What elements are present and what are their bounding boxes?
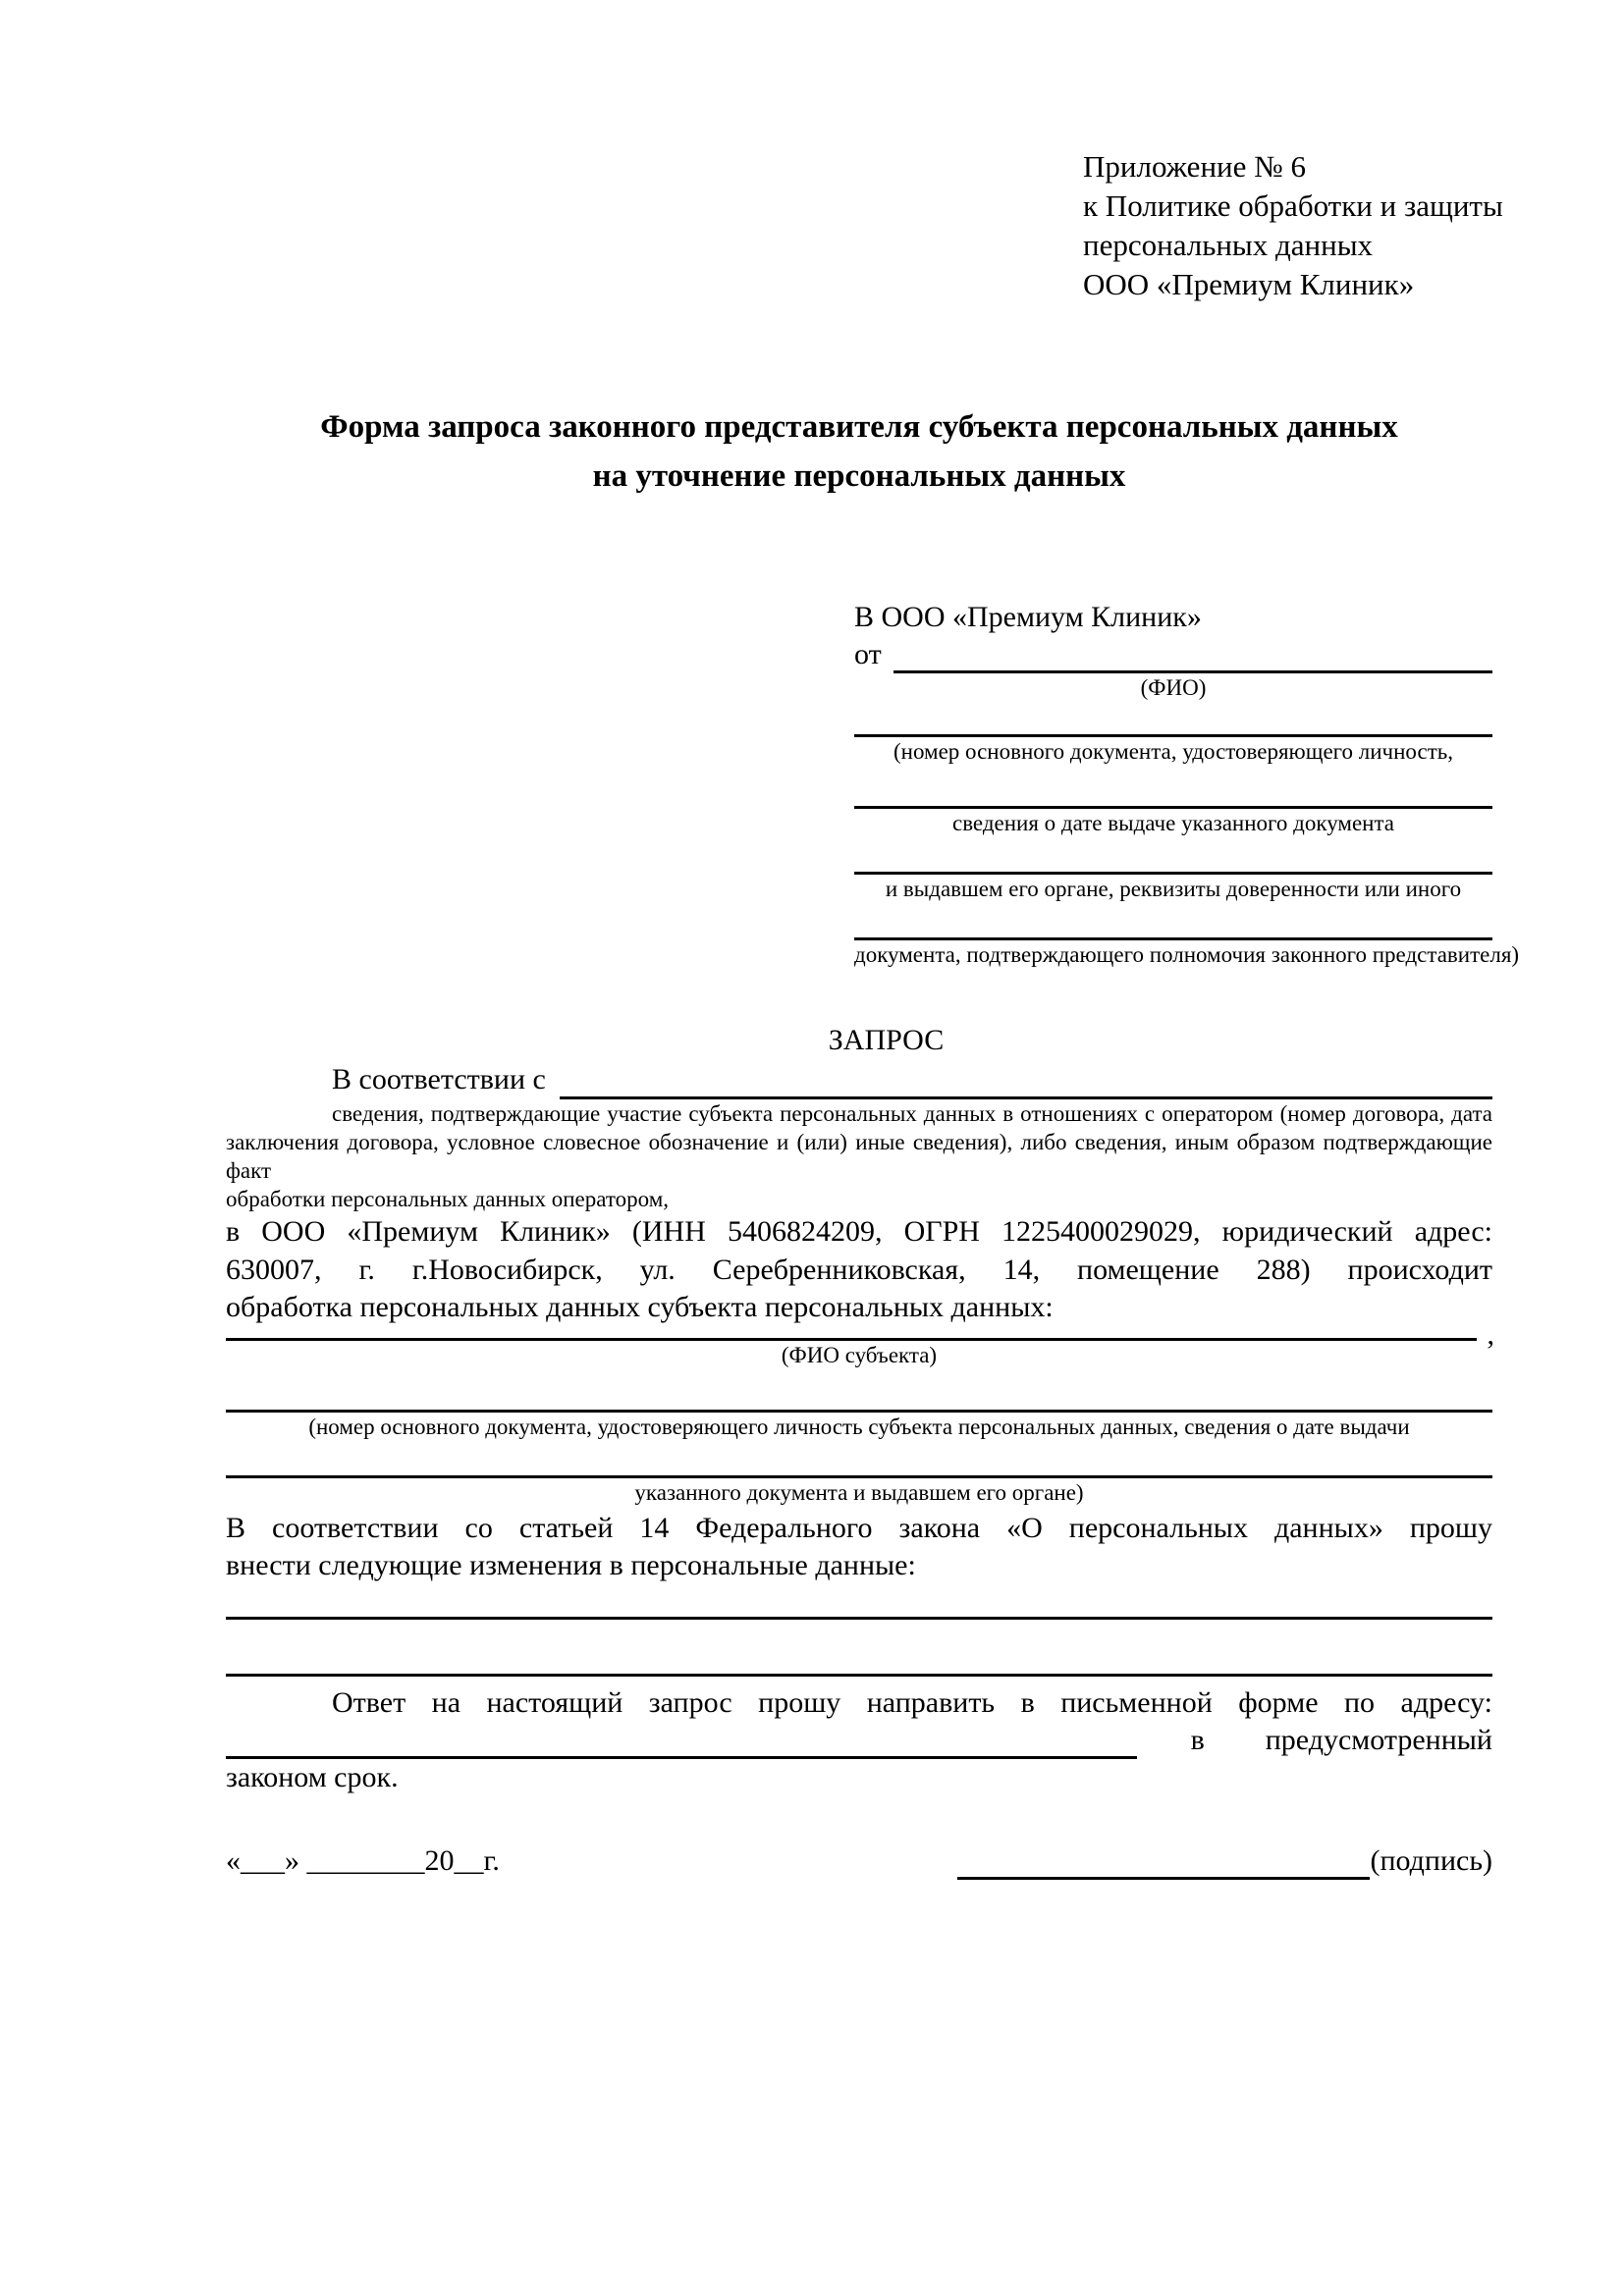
signature-fill-line (957, 1877, 1370, 1880)
document-title-line-2: на уточнение персональных данных (592, 458, 1126, 494)
addressee-to: В ООО «Премиум Клиник» (854, 601, 1202, 633)
appendix-header-line: Приложение № 6 (1083, 149, 1306, 184)
addressee-from-row (854, 636, 1492, 673)
document-title-line-1: Форма запроса законного представителя субъекта персональных данных (320, 409, 1398, 445)
signature-caption: (подпись) (1370, 1843, 1492, 1877)
signature-group (957, 1842, 1492, 1880)
basis-note-line-1: сведения, подтверждающие участие субъекта персональных данных в отношениях с оператором (номер договора, дата (332, 1101, 1492, 1126)
reply-paragraph (226, 1684, 1492, 1797)
subject-fio-fill-line (226, 1338, 1477, 1341)
subject-doc-caption-1: (номер основного документа, удостоверяющего личность субъекта персональных данных, сведения о дате выдачи (308, 1414, 1410, 1439)
operator-paragraph-line-3: обработка персональных данных субъекта персональных данных: (226, 1291, 1054, 1323)
operator-paragraph (226, 1213, 1492, 1327)
doc-issue-date-caption: сведения о дате выдаче указанного документа (951, 811, 1395, 835)
doc-number-fill-line (854, 703, 1492, 737)
appendix-header-line: ООО «Премиум Клиник» (1083, 267, 1415, 301)
doc-authority-caption: и выдавшем его органе, реквизиты доверенности или иного (885, 877, 1462, 901)
trailing-comma: , (1487, 1317, 1494, 1351)
subject-doc-fill-line-1 (226, 1370, 1492, 1413)
reply-word-in: в (1190, 1724, 1205, 1756)
operator-paragraph-line-2: 630007, г. г.Новосибирск, ул. Серебренниковская, 14, помещение 288) происходит (226, 1253, 1492, 1286)
reply-line-3: законом срок. (226, 1761, 399, 1793)
changes-fill-line-1 (226, 1585, 1492, 1620)
addressee-block (854, 599, 1520, 970)
from-label: от (854, 638, 882, 670)
law-paragraph (226, 1510, 1492, 1585)
appendix-header-line: к Политике обработки и защиты (1083, 188, 1503, 223)
basis-note-line-3: обработки персональных данных оператором, (226, 1187, 669, 1211)
basis-note (226, 1099, 1492, 1213)
accordance-label: В соответствии с (332, 1063, 546, 1095)
accordance-row (226, 1060, 1492, 1099)
subject-doc-caption-2: указанного документа и выдавшем его органе) (634, 1479, 1084, 1505)
doc-authority-fill-line (854, 838, 1492, 875)
appendix-header (1083, 147, 1503, 304)
doc-number-caption: (номер основного документа, удостоверяющего личность, (893, 739, 1453, 764)
subject-doc-fill-line-2 (226, 1442, 1492, 1478)
signature-row (226, 1842, 1492, 1880)
page-content (0, 147, 1624, 1880)
subject-fio-caption: (ФИО субъекта) (781, 1342, 938, 1367)
reply-address-row (226, 1722, 1492, 1759)
fio-caption: (ФИО) (1140, 675, 1207, 700)
doc-powers-fill-line (854, 904, 1492, 940)
operator-paragraph-line-1: в ООО «Премиум Клиник» (ИНН 5406824209, ОГРН 1225400029029, юридический адрес: (226, 1215, 1492, 1248)
changes-fill-line-2 (226, 1620, 1492, 1677)
doc-issue-date-fill-line (854, 767, 1492, 809)
reply-line-1: Ответ на настоящий запрос прошу направить в письменной форме по адресу: (332, 1685, 1492, 1719)
doc-powers-caption: документа, подтверждающего полномочия законного представителя) (854, 942, 1520, 967)
request-heading: ЗАПРОС (828, 1024, 945, 1056)
subject-fio-row (226, 1317, 1494, 1351)
reply-word-prescribed: предусмотренный (1265, 1724, 1492, 1756)
date-line: «___» ________20__г. (226, 1843, 500, 1877)
document-title (226, 402, 1492, 501)
law-paragraph-line-2: внести следующие изменения в персональные данные: (226, 1549, 916, 1581)
basis-note-line-2: заключения договора, условное словесное обозначение и (или) иные сведения), либо сведения, иным образом подтверждающие факт (226, 1130, 1492, 1183)
appendix-header-line: персональных данных (1083, 228, 1374, 262)
law-paragraph-line-1: В соответствии со статьей 14 Федерального закона «О персональных данных» прошу (226, 1511, 1492, 1544)
